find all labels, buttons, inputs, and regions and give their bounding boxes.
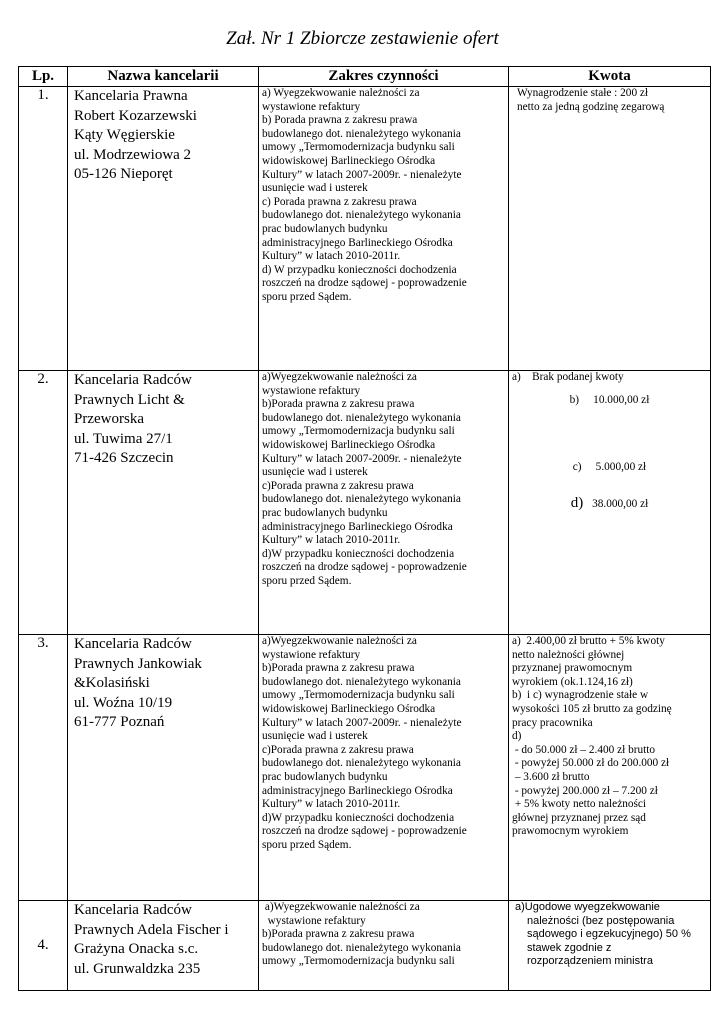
table-header-row [19, 67, 711, 87]
firm-name-line: Przeworska [74, 411, 144, 427]
firm-name-line: Kancelaria Radców [74, 372, 192, 388]
amount-line: a) 2.400,00 zł brutto + 5% kwoty [512, 635, 665, 647]
amount-line-a: a) Brak podanej kwoty [512, 371, 624, 383]
firm-name-cell [68, 87, 259, 371]
amount-line-d [512, 494, 707, 512]
scope-line: d)W przypadku konieczności dochodzenia [262, 811, 455, 824]
row-number: 2. [19, 371, 68, 635]
amount-d-letter: d) [570, 494, 584, 511]
table-row [19, 87, 711, 371]
scope-line: c) Porada prawna z zakresu prawa [262, 195, 417, 208]
scope-line: c)Porada prawna z zakresu prawa [262, 743, 414, 756]
scope-line: Kultury” w latach 2007-2009r. - nienależyte [262, 168, 462, 181]
scope-line: b)Porada prawna z zakresu prawa [262, 928, 415, 941]
header-name: Nazwa kancelarii [68, 67, 259, 87]
scope-line: prac budowlanych budynku [262, 506, 388, 519]
scope-line: a)Wyegzekwowanie należności za [262, 371, 417, 383]
scope-line: budowlanego dot. nienależytego wykonania [262, 209, 461, 222]
firm-name-line: Robert Kozarzewski [74, 107, 197, 124]
table-row [19, 901, 711, 991]
amount-line: stawek zgodnie z [527, 941, 612, 954]
scope-line: widowiskowej Barlineckiego Ośrodka [262, 438, 436, 451]
firm-name-line: Prawnych Adela Fischer i [74, 921, 229, 938]
document-title: Zał. Nr 1 Zbiorcze zestawienie ofert [226, 28, 499, 49]
firm-name-line: ul. Grunwaldzka 235 [74, 960, 201, 977]
scope-line: umowy „Termomodernizacja budynku sali [262, 425, 455, 438]
scope-line: budowlanego dot. nienależytego wykonania [262, 127, 461, 140]
amount-line-b: b) 10.000,00 zł [569, 393, 650, 406]
scope-line: sporu przed Sądem. [262, 574, 352, 587]
amount-line: – 3.600 zł brutto [512, 770, 590, 783]
amount-cell [509, 371, 711, 635]
firm-name-line: 71-426 Szczecin [74, 450, 174, 466]
amount-line-c: c) 5.000,00 zł [572, 461, 647, 474]
scope-line: sporu przed Sądem. [262, 290, 352, 303]
firm-name-line: Prawnych Jankowiak [74, 655, 202, 672]
firm-name-line: 05-126 Nieporęt [74, 166, 173, 182]
firm-name-line: Kancelaria Radców [74, 902, 192, 918]
scope-line: widowiskowej Barlineckiego Ośrodka [262, 702, 436, 715]
scope-line: b)Porada prawna z zakresu prawa [262, 662, 415, 675]
firm-name-cell [68, 371, 259, 635]
scope-line: d)W przypadku konieczności dochodzenia [262, 547, 455, 560]
scope-line: prac budowlanych budynku [262, 222, 388, 235]
scope-line: administracyjnego Barlineckiego Ośrodka [262, 236, 453, 249]
scope-line: b) Porada prawna z zakresu prawa [262, 114, 418, 127]
scope-line: budowlanego dot. nienależytego wykonania [262, 493, 461, 506]
amount-line: wysokości 105 zł brutto za godzinę [512, 702, 672, 715]
amount-cell [509, 87, 711, 371]
scope-line: Kultury” w latach 2007-2009r. - nienależyte [262, 716, 462, 729]
scope-line: budowlanego dot. nienależytego wykonania [262, 675, 461, 688]
table-row [19, 371, 711, 635]
scope-line: a)Wyegzekwowanie należności za [262, 901, 420, 913]
scope-line: prac budowlanych budynku [262, 770, 388, 783]
row-number: 1. [19, 87, 68, 371]
header-scope: Zakres czynności [259, 67, 509, 87]
amount-line: przyznanej prawomocnym [512, 662, 633, 675]
scope-line: roszczeń na drodze sądowej - poprowadzenie [262, 561, 467, 574]
amount-cell [509, 635, 711, 901]
scope-line: budowlanego dot. nienależytego wykonania [262, 411, 461, 424]
scope-line: administracyjnego Barlineckiego Ośrodka [262, 784, 453, 797]
firm-name-line: Kancelaria Prawna [74, 88, 188, 104]
row-number: 3. [19, 635, 68, 901]
amount-line: - powyżej 50.000 zł do 200.000 zł [512, 757, 670, 770]
header-lp: Lp. [19, 67, 68, 87]
scope-line: usunięcie wad i usterek [262, 182, 368, 195]
scope-line: widowiskowej Barlineckiego Ośrodka [262, 154, 436, 167]
amount-cell [509, 901, 711, 991]
amount-line: + 5% kwoty netto należności [512, 798, 647, 811]
amount-line: pracy pracownika [512, 716, 593, 729]
amount-line: - do 50.000 zł – 2.400 zł brutto [512, 743, 656, 756]
firm-name-line: Kąty Węgierskie [74, 127, 175, 143]
scope-line: d) W przypadku konieczności dochodzenia [262, 263, 457, 276]
scope-line: budowlanego dot. nienależytego wykonania [262, 757, 461, 770]
amount-line: prawomocnym wyrokiem [512, 825, 629, 838]
firm-name-line: ul. Woźna 10/19 [74, 694, 173, 711]
firm-name-line: Kancelaria Radców [74, 636, 192, 652]
scope-line: usunięcie wad i usterek [262, 466, 368, 479]
amount-line: - powyżej 200.000 zł – 7.200 zł [512, 784, 658, 797]
amount-line: netto należności głównej [512, 648, 625, 661]
firm-name-line: 61-777 Poznań [74, 714, 165, 730]
amount-line: wyrokiem (ok.1.124,16 zł) [512, 675, 633, 688]
scope-line: a) Wyegzekwowanie należności za [262, 87, 420, 99]
scope-line: wystawione refaktury [262, 914, 366, 927]
scope-line: c)Porada prawna z zakresu prawa [262, 479, 414, 492]
scope-line: wystawione refaktury [262, 384, 361, 397]
header-amount: Kwota [509, 67, 711, 87]
scope-line: sporu przed Sądem. [262, 838, 352, 851]
amount-line: rozporządzeniem ministra [527, 955, 653, 968]
firm-name-line: ul. Modrzewiowa 2 [74, 146, 192, 163]
amount-line: d) [512, 730, 522, 743]
firm-name-line: Prawnych Licht & [74, 391, 185, 408]
scope-line: umowy „Termomodernizacja budynku sali [262, 689, 455, 702]
amount-line: b) i c) wynagrodzenie stałe w [512, 689, 649, 702]
table-row [19, 635, 711, 901]
amount-line: a)Ugodowe wyegzekwowanie [515, 901, 660, 913]
scope-cell [259, 371, 509, 635]
scope-cell [259, 87, 509, 371]
scope-line: usunięcie wad i usterek [262, 730, 368, 743]
firm-name-line: ul. Tuwima 27/1 [74, 430, 173, 447]
scope-line: administracyjnego Barlineckiego Ośrodka [262, 520, 453, 533]
scope-line: roszczeń na drodze sądowej - poprowadzenie [262, 825, 467, 838]
scope-line: Kultury” w latach 2010-2011r. [262, 534, 401, 547]
amount-d-value: 38.000,00 zł [592, 497, 649, 510]
firm-name-cell [68, 635, 259, 901]
scope-line: budowlanego dot. nienależytego wykonania [262, 941, 461, 954]
amount-line: należności (bez postępowania [527, 914, 675, 927]
scope-line: umowy „Termomodernizacja budynku sali [262, 955, 455, 968]
scope-line: Kultury” w latach 2010-2011r. [262, 798, 401, 811]
firm-name-line: &Kolasiński [74, 675, 150, 691]
amount-line: sądowego i egzekucyjnego) 50 % [527, 928, 691, 941]
firm-name-cell [68, 901, 259, 991]
row-number: 4. [19, 901, 68, 991]
scope-line: b)Porada prawna z zakresu prawa [262, 398, 415, 411]
scope-line: Kultury” w latach 2010-2011r. [262, 250, 401, 263]
amount-line: głównej przyznanej przez sąd [512, 811, 646, 824]
amount-line: netto za jedną godzinę zegarową [517, 100, 665, 113]
amount-line: Wynagrodzenie stałe : 200 zł [517, 87, 649, 99]
firm-name-line: Grażyna Onacka s.c. [74, 941, 199, 957]
scope-line: a)Wyegzekwowanie należności za [262, 635, 417, 647]
scope-cell [259, 901, 509, 991]
offers-table [18, 66, 711, 991]
scope-line: Kultury” w latach 2007-2009r. - nienależyte [262, 452, 462, 465]
scope-line: wystawione refaktury [262, 100, 361, 113]
scope-cell [259, 635, 509, 901]
scope-line: umowy „Termomodernizacja budynku sali [262, 141, 455, 154]
scope-line: wystawione refaktury [262, 648, 361, 661]
scope-line: roszczeń na drodze sądowej - poprowadzenie [262, 277, 467, 290]
